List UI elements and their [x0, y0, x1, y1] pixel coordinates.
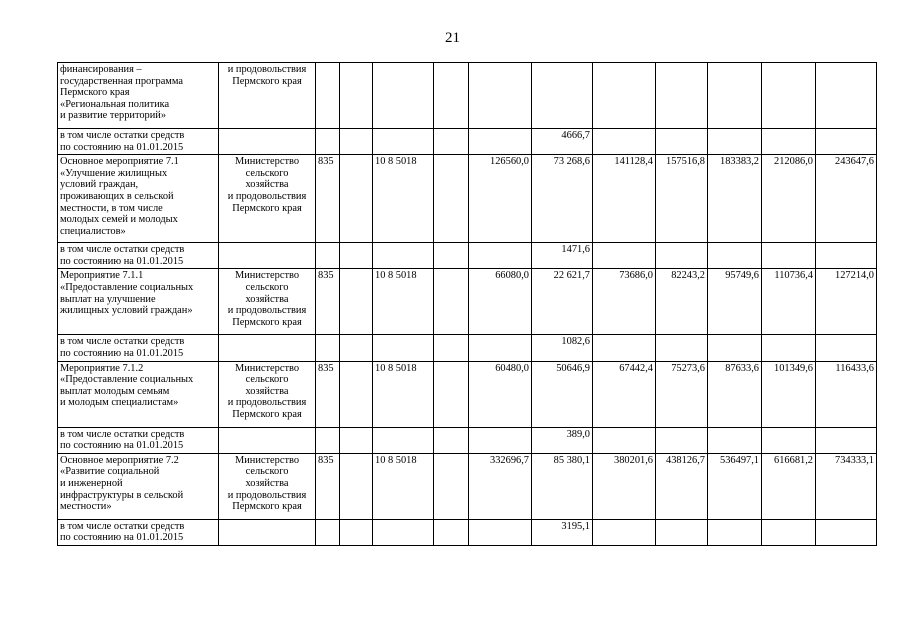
- program-name-cell: [58, 269, 219, 335]
- program-name-cell-text: финансирования – государственная программа Пермского края «Региональная политика и развитие территорий»: [60, 64, 183, 122]
- csr-code-cell-text: 10 8 5018: [375, 270, 417, 282]
- csr-code-cell: [373, 129, 434, 155]
- amount-cell-3-text: 67442,4: [619, 362, 653, 374]
- program-name-cell: [58, 243, 219, 269]
- csr-code-cell-text: 10 8 5018: [375, 362, 417, 374]
- executor-cell: [219, 63, 316, 129]
- grbs-code-cell: [316, 361, 340, 427]
- amount-cell-7: [816, 361, 877, 427]
- amount-cell-2: [532, 155, 593, 243]
- executor-cell-text: Министерство сельского хозяйства и продовольствия Пермского края: [227, 454, 307, 513]
- page-number: 21: [445, 30, 460, 46]
- amount-cell-2-text: 1471,6: [561, 244, 590, 256]
- amount-cell-6: [762, 519, 816, 545]
- program-name-cell: [58, 129, 219, 155]
- amount-cell-3: [593, 335, 656, 361]
- amount-cell-3-text: 73686,0: [619, 270, 653, 282]
- amount-cell-7: [816, 269, 877, 335]
- amount-cell-7-text: 127214,0: [835, 270, 874, 282]
- amount-cell-5: [708, 155, 762, 243]
- amount-cell-2-text: 389,0: [566, 428, 590, 440]
- table-row: [58, 361, 877, 427]
- executor-cell-text: Министерство сельского хозяйства и продовольствия Пермского края: [227, 270, 307, 328]
- amount-cell-7: [816, 155, 877, 243]
- table-row: [58, 335, 877, 361]
- amount-cell-7-text: 734333,1: [835, 454, 874, 466]
- amount-cell-3: [593, 427, 656, 453]
- amount-cell-4: [656, 519, 708, 545]
- table-row: [58, 155, 877, 243]
- amount-cell-7: [816, 129, 877, 155]
- amount-cell-7-text: 116433,6: [835, 362, 874, 374]
- rzpr-code-cell: [340, 519, 373, 545]
- amount-cell-3-text: 141128,4: [614, 156, 653, 168]
- amount-cell-6: [762, 269, 816, 335]
- amount-cell-2: [532, 453, 593, 519]
- program-name-cell-text: Основное мероприятие 7.2 «Развитие социальной и инженерной инфраструктуры в сельской местности»: [60, 454, 184, 513]
- grbs-code-cell-text: 835: [318, 156, 334, 168]
- csr-code-cell-text: 10 8 5018: [375, 156, 417, 168]
- amount-cell-3: [593, 243, 656, 269]
- table-row: [58, 427, 877, 453]
- amount-cell-6: [762, 243, 816, 269]
- amount-cell-6-text: 212086,0: [774, 156, 813, 168]
- grbs-code-cell: [316, 63, 340, 129]
- amount-cell-4: [656, 453, 708, 519]
- program-name-cell-text: в том числе остатки средств по состоянию на 01.01.2015: [60, 244, 185, 267]
- csr-code-cell: [373, 243, 434, 269]
- amount-cell-7: [816, 243, 877, 269]
- amount-cell-3: [593, 129, 656, 155]
- amount-cell-1-text: 332696,7: [490, 454, 529, 466]
- amount-cell-5: [708, 361, 762, 427]
- vr-code-cell: [434, 519, 469, 545]
- amount-cell-4: [656, 243, 708, 269]
- amount-cell-4-text: 82243,2: [671, 270, 705, 282]
- amount-cell-2: [532, 243, 593, 269]
- grbs-code-cell-text: 835: [318, 454, 334, 466]
- amount-cell-2: [532, 129, 593, 155]
- amount-cell-5: [708, 129, 762, 155]
- amount-cell-5-text: 183383,2: [720, 156, 759, 168]
- program-name-cell-text: Основное мероприятие 7.1 «Улучшение жилищных условий граждан, проживающих в сельской местности, в том числе молодых семей и молодых специалистов»: [60, 156, 179, 237]
- vr-code-cell: [434, 361, 469, 427]
- grbs-code-cell: [316, 453, 340, 519]
- amount-cell-7-text: 243647,6: [835, 156, 874, 168]
- amount-cell-1-text: 60480,0: [495, 362, 529, 374]
- amount-cell-6-text: 616681,2: [774, 454, 813, 466]
- table-row: [58, 63, 877, 129]
- amount-cell-6: [762, 427, 816, 453]
- amount-cell-2: [532, 63, 593, 129]
- rzpr-code-cell: [340, 63, 373, 129]
- amount-cell-1-text: 66080,0: [495, 270, 529, 282]
- executor-cell: [219, 269, 316, 335]
- amount-cell-3: [593, 361, 656, 427]
- csr-code-cell: [373, 427, 434, 453]
- grbs-code-cell: [316, 519, 340, 545]
- csr-code-cell: [373, 361, 434, 427]
- program-name-cell-text: в том числе остатки средств по состоянию на 01.01.2015: [60, 428, 185, 452]
- amount-cell-5: [708, 519, 762, 545]
- amount-cell-1: [469, 335, 532, 361]
- amount-cell-3: [593, 269, 656, 335]
- executor-cell: [219, 129, 316, 155]
- amount-cell-2-text: 73 268,6: [553, 156, 590, 168]
- table-row: [58, 269, 877, 335]
- amount-cell-4: [656, 63, 708, 129]
- amount-cell-1: [469, 63, 532, 129]
- vr-code-cell: [434, 335, 469, 361]
- program-name-cell: [58, 519, 219, 545]
- amount-cell-6: [762, 63, 816, 129]
- rzpr-code-cell: [340, 427, 373, 453]
- amount-cell-5: [708, 243, 762, 269]
- vr-code-cell: [434, 155, 469, 243]
- amount-cell-6: [762, 361, 816, 427]
- amount-cell-6: [762, 129, 816, 155]
- amount-cell-7: [816, 427, 877, 453]
- amount-cell-4-text: 75273,6: [671, 362, 705, 374]
- amount-cell-5: [708, 427, 762, 453]
- grbs-code-cell: [316, 129, 340, 155]
- table-row: [58, 519, 877, 545]
- budget-table: [57, 62, 877, 546]
- rzpr-code-cell: [340, 453, 373, 519]
- amount-cell-4: [656, 129, 708, 155]
- amount-cell-2-text: 1082,6: [561, 336, 590, 348]
- amount-cell-7: [816, 335, 877, 361]
- amount-cell-1: [469, 453, 532, 519]
- amount-cell-1: [469, 269, 532, 335]
- amount-cell-5-text: 95749,6: [725, 270, 759, 282]
- amount-cell-3-text: 380201,6: [614, 454, 653, 466]
- amount-cell-1: [469, 361, 532, 427]
- vr-code-cell: [434, 453, 469, 519]
- amount-cell-4-text: 157516,8: [666, 156, 705, 168]
- table-body: [58, 63, 877, 546]
- amount-cell-5-text: 87633,6: [725, 362, 759, 374]
- program-name-cell-text: в том числе остатки средств по состоянию на 01.01.2015: [60, 130, 185, 153]
- amount-cell-6: [762, 155, 816, 243]
- grbs-code-cell: [316, 155, 340, 243]
- amount-cell-6-text: 101349,6: [774, 362, 813, 374]
- table-row: [58, 129, 877, 155]
- vr-code-cell: [434, 269, 469, 335]
- amount-cell-4-text: 438126,7: [666, 454, 705, 466]
- amount-cell-5-text: 536497,1: [720, 454, 759, 466]
- amount-cell-1: [469, 155, 532, 243]
- executor-cell: [219, 335, 316, 361]
- amount-cell-5: [708, 63, 762, 129]
- amount-cell-2: [532, 519, 593, 545]
- amount-cell-4: [656, 155, 708, 243]
- amount-cell-3: [593, 63, 656, 129]
- grbs-code-cell: [316, 243, 340, 269]
- program-name-cell: [58, 63, 219, 129]
- amount-cell-6-text: 110736,4: [774, 270, 813, 282]
- amount-cell-4: [656, 427, 708, 453]
- amount-cell-4: [656, 335, 708, 361]
- table-row: [58, 243, 877, 269]
- amount-cell-2: [532, 361, 593, 427]
- csr-code-cell: [373, 335, 434, 361]
- csr-code-cell: [373, 155, 434, 243]
- rzpr-code-cell: [340, 129, 373, 155]
- grbs-code-cell-text: 835: [318, 362, 334, 374]
- grbs-code-cell: [316, 427, 340, 453]
- rzpr-code-cell: [340, 335, 373, 361]
- rzpr-code-cell: [340, 361, 373, 427]
- amount-cell-1: [469, 129, 532, 155]
- amount-cell-6: [762, 453, 816, 519]
- rzpr-code-cell: [340, 243, 373, 269]
- amount-cell-2: [532, 335, 593, 361]
- rzpr-code-cell: [340, 155, 373, 243]
- vr-code-cell: [434, 427, 469, 453]
- amount-cell-3: [593, 519, 656, 545]
- executor-cell-text: Министерство сельского хозяйства и продовольствия Пермского края: [227, 362, 307, 420]
- amount-cell-1-text: 126560,0: [490, 156, 529, 168]
- amount-cell-2-text: 85 380,1: [553, 454, 590, 466]
- vr-code-cell: [434, 129, 469, 155]
- executor-cell: [219, 519, 316, 545]
- csr-code-cell: [373, 519, 434, 545]
- amount-cell-2: [532, 427, 593, 453]
- amount-cell-1: [469, 427, 532, 453]
- vr-code-cell: [434, 63, 469, 129]
- amount-cell-4: [656, 361, 708, 427]
- grbs-code-cell-text: 835: [318, 270, 334, 282]
- program-name-cell-text: Мероприятие 7.1.2 «Предоставление социальных выплат молодым семьям и молодым специалистам»: [60, 362, 194, 409]
- amount-cell-2: [532, 269, 593, 335]
- vr-code-cell: [434, 243, 469, 269]
- amount-cell-7: [816, 63, 877, 129]
- table-row: [58, 453, 877, 519]
- program-name-cell-text: Мероприятие 7.1.1 «Предоставление социальных выплат на улучшение жилищных условий граждан»: [60, 270, 194, 317]
- executor-cell: [219, 361, 316, 427]
- csr-code-cell: [373, 269, 434, 335]
- executor-cell: [219, 243, 316, 269]
- rzpr-code-cell: [340, 269, 373, 335]
- executor-cell: [219, 427, 316, 453]
- csr-code-cell: [373, 453, 434, 519]
- amount-cell-3: [593, 453, 656, 519]
- program-name-cell: [58, 453, 219, 519]
- amount-cell-5: [708, 335, 762, 361]
- amount-cell-5: [708, 269, 762, 335]
- csr-code-cell-text: 10 8 5018: [375, 454, 417, 466]
- executor-cell: [219, 453, 316, 519]
- program-name-cell-text: в том числе остатки средств по состоянию на 01.01.2015: [60, 520, 185, 544]
- amount-cell-2-text: 3195,1: [561, 520, 590, 532]
- program-name-cell-text: в том числе остатки средств по состоянию на 01.01.2015: [60, 336, 185, 359]
- grbs-code-cell: [316, 269, 340, 335]
- amount-cell-7: [816, 453, 877, 519]
- executor-cell-text: и продовольствия Пермского края: [227, 64, 307, 87]
- program-name-cell: [58, 361, 219, 427]
- amount-cell-1: [469, 519, 532, 545]
- program-name-cell: [58, 155, 219, 243]
- program-name-cell: [58, 427, 219, 453]
- grbs-code-cell: [316, 335, 340, 361]
- amount-cell-5: [708, 453, 762, 519]
- amount-cell-6: [762, 335, 816, 361]
- executor-cell-text: Министерство сельского хозяйства и продовольствия Пермского края: [227, 156, 307, 214]
- amount-cell-4: [656, 269, 708, 335]
- amount-cell-2-text: 4666,7: [561, 130, 590, 141]
- amount-cell-1: [469, 243, 532, 269]
- program-name-cell: [58, 335, 219, 361]
- amount-cell-3: [593, 155, 656, 243]
- amount-cell-2-text: 22 621,7: [553, 270, 590, 282]
- amount-cell-7: [816, 519, 877, 545]
- amount-cell-2-text: 50646,9: [556, 362, 590, 374]
- csr-code-cell: [373, 63, 434, 129]
- executor-cell: [219, 155, 316, 243]
